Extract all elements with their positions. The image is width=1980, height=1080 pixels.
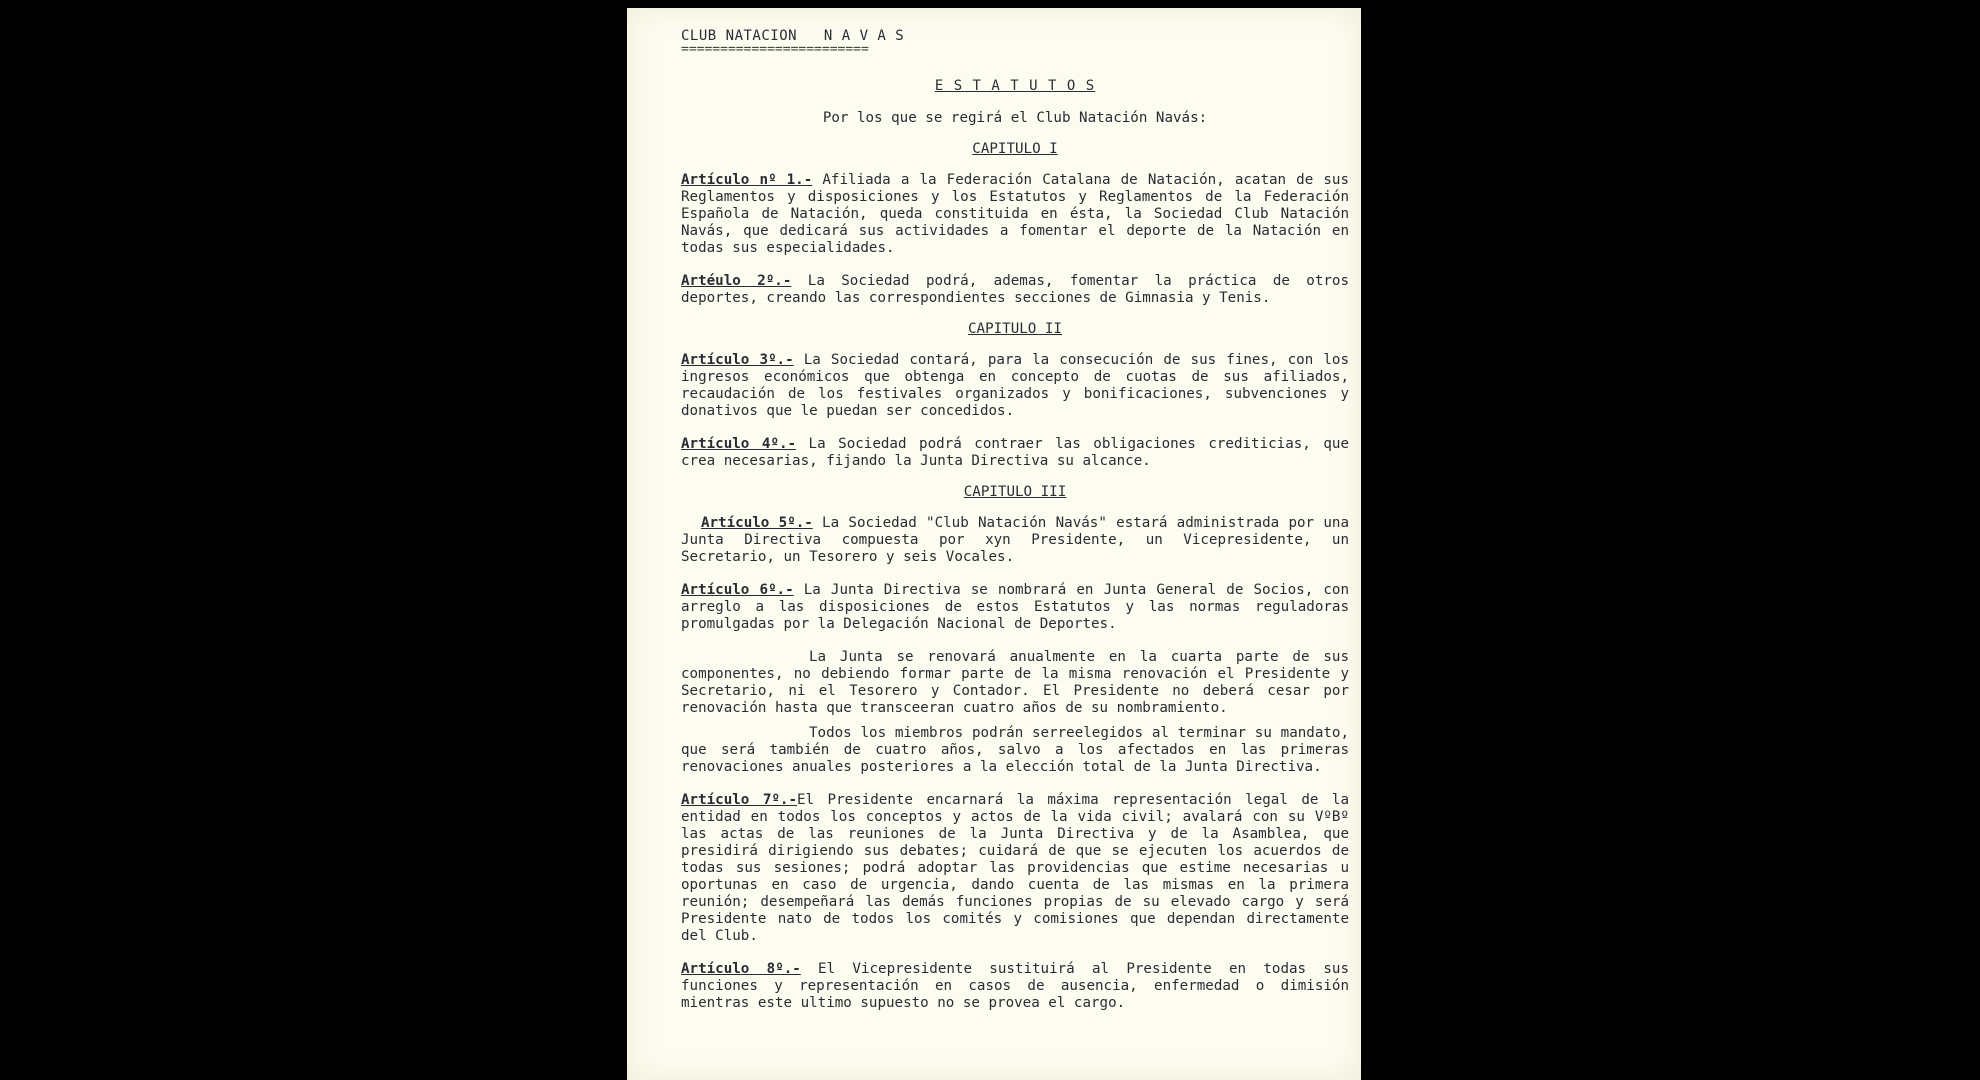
chapter-heading-2: CAPITULO II xyxy=(968,321,1062,337)
article-label: Artículo 5º.- xyxy=(701,515,813,531)
article-6-paragraph-3: Todos los miembros podrán serreelegidos al terminar su mandato, que será también de cuatro años, salvo a los afectados en las primeras renovaciones anuales posteriores a la elección total de la Junta Directiva. xyxy=(681,725,1349,775)
article-text: Afiliada a la Federación Catalana de Natación, acatan de sus Reglamentos y disposiciones y los Estatutos y Reglamentos de la Federación Española de Natación, queda constituida en ésta, la Sociedad Club Natación Navás, que dedicará sus actividades a fomentar el deporte de la Natación en todas sus especialidades. xyxy=(681,172,1349,256)
document-title: E S T A T U T O S xyxy=(934,78,1096,94)
article-text: El Vicepresidente sustituirá al Presidente en todas sus funciones y representación en casos de ausencia, enfermedad o dimisión mientras este ultimo supuesto no se provea el cargo. xyxy=(681,961,1349,1011)
club-name: CLUB NATACION N A V A S xyxy=(681,28,905,44)
article-text: La Sociedad "Club Natación Navás" estará administrada por una Junta Directiva compuesta por xyn Presidente, un Vicepresidente, un Secretario, un Tesorero y seis Vocales. xyxy=(681,515,1349,565)
article-text: La Sociedad contará, para la consecución de sus fines, con los ingresos económicos que obtenga en concepto de cuotas de sus afiliados, recaudación de los festivales organizados y bonificaciones, subvenciones y donativos que le puedan ser concedidos. xyxy=(681,352,1350,419)
article-label: Artículo nº 1.- xyxy=(681,172,813,188)
document-page xyxy=(627,8,1361,1080)
article-label: Artículo 8º.- xyxy=(681,961,801,977)
article-7 xyxy=(681,792,1349,945)
article-8 xyxy=(681,961,1349,1012)
chapter-heading-1: CAPITULO I xyxy=(972,141,1058,157)
article-5 xyxy=(681,515,1349,566)
document-header xyxy=(681,28,1349,57)
article-6 xyxy=(681,582,1349,633)
chapter-heading-3: CAPITULO III xyxy=(963,484,1067,500)
article-3 xyxy=(681,352,1349,420)
article-label: Artéulo 2º.- xyxy=(681,273,792,289)
article-text: El Presidente encarnará la máxima representación legal de la entidad en todos los conceptos y actos de la vida civil; avalará con su VºBº las actas de las reuniones de la Junta Directiva y de la Asamblea, que presidirá dirigiendo sus debates; cuidará de que se ejecuten los acuerdos de todas sus sesiones; podrá adoptar las providencias que estime necesarias u oportunas en caso de urgencia, dando cuenta de las mismas en la primera reunión; desempeñará las demás funciones propias de su elevado cargo y será Presidente nato de todos los comités y comisiones que dependan directamente del Club. xyxy=(681,792,1349,944)
article-1 xyxy=(681,172,1349,257)
article-label: Artículo 6º.- xyxy=(681,582,794,598)
article-text: La Sociedad podrá, ademas, fomentar la práctica de otros deportes, creando las correspondientes secciones de Gimnasia y Tenis. xyxy=(681,273,1350,306)
header-separator: ======================== xyxy=(681,42,869,57)
article-text: La Sociedad podrá contraer las obligaciones crediticias, que crea necesarias, fijando la Junta Directiva su alcance. xyxy=(681,436,1349,469)
article-text: La Junta Directiva se nombrará en Junta General de Socios, con arreglo a las disposiciones de estos Estatutos y las normas reguladoras promulgadas por la Delegación Nacional de Deportes. xyxy=(681,582,1350,632)
article-4 xyxy=(681,436,1349,470)
article-6-paragraph-2: La Junta se renovará anualmente en la cuarta parte de sus componentes, no debiendo formar parte de la misma renovación el Presidente y Secretario, ni el Tesorero y Contador. El Presidente no deberá cesar por renovación hasta que transceeran cuatro años de su nombramiento. xyxy=(681,649,1349,716)
article-label: Artículo 7º.- xyxy=(681,792,797,808)
article-label: Artículo 4º.- xyxy=(681,436,797,452)
article-label: Artículo 3º.- xyxy=(681,352,794,368)
article-2 xyxy=(681,273,1349,307)
document-subtitle: Por los que se regirá el Club Natación Navás: xyxy=(822,110,1208,126)
